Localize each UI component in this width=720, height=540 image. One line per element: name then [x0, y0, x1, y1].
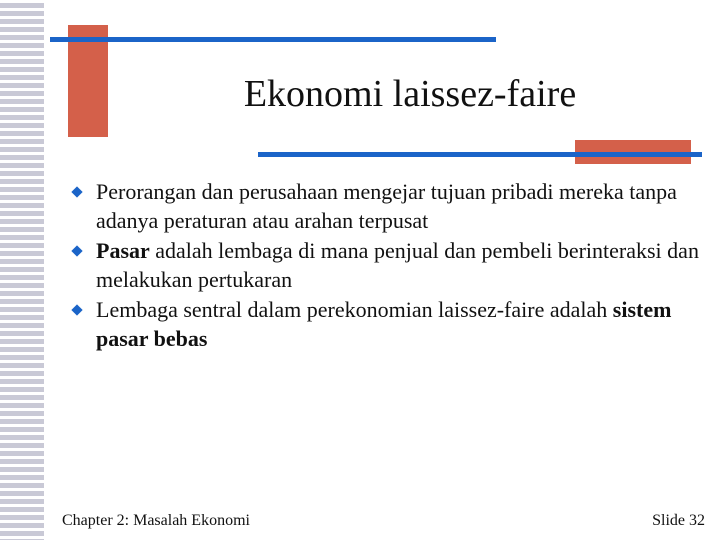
- bullet-text-tail: adalah lembaga di mana penjual dan pembeli berinteraksi dan melakukan pertukaran: [96, 238, 699, 292]
- footer-chapter: Chapter 2: Masalah Ekonomi: [62, 512, 250, 529]
- bullet-item: [70, 295, 700, 353]
- bullet-bold-text: sistem pasar bebas: [96, 297, 672, 351]
- diamond-bullet-icon: [71, 304, 82, 315]
- decorative-blue-bar-bottom: [258, 152, 702, 157]
- diamond-bullet-icon: [71, 245, 82, 256]
- bullet-bold-text: Pasar: [96, 238, 150, 263]
- bullet-text: Lembaga sentral dalam perekonomian laissez-faire adalah: [96, 297, 613, 322]
- bullet-item: [70, 177, 700, 235]
- bullet-list: [70, 177, 700, 354]
- diamond-bullet-icon: [71, 186, 82, 197]
- bullet-item: [70, 236, 700, 294]
- decorative-stripes: [0, 0, 50, 540]
- decorative-blue-bar-top: [50, 37, 496, 42]
- bullet-text: Perorangan dan perusahaan mengejar tujuan pribadi mereka tanpa adanya peraturan atau arahan terpusat: [96, 179, 677, 233]
- slide-title: Ekonomi laissez-faire: [243, 73, 577, 115]
- footer-slide-number: Slide 32: [652, 512, 705, 529]
